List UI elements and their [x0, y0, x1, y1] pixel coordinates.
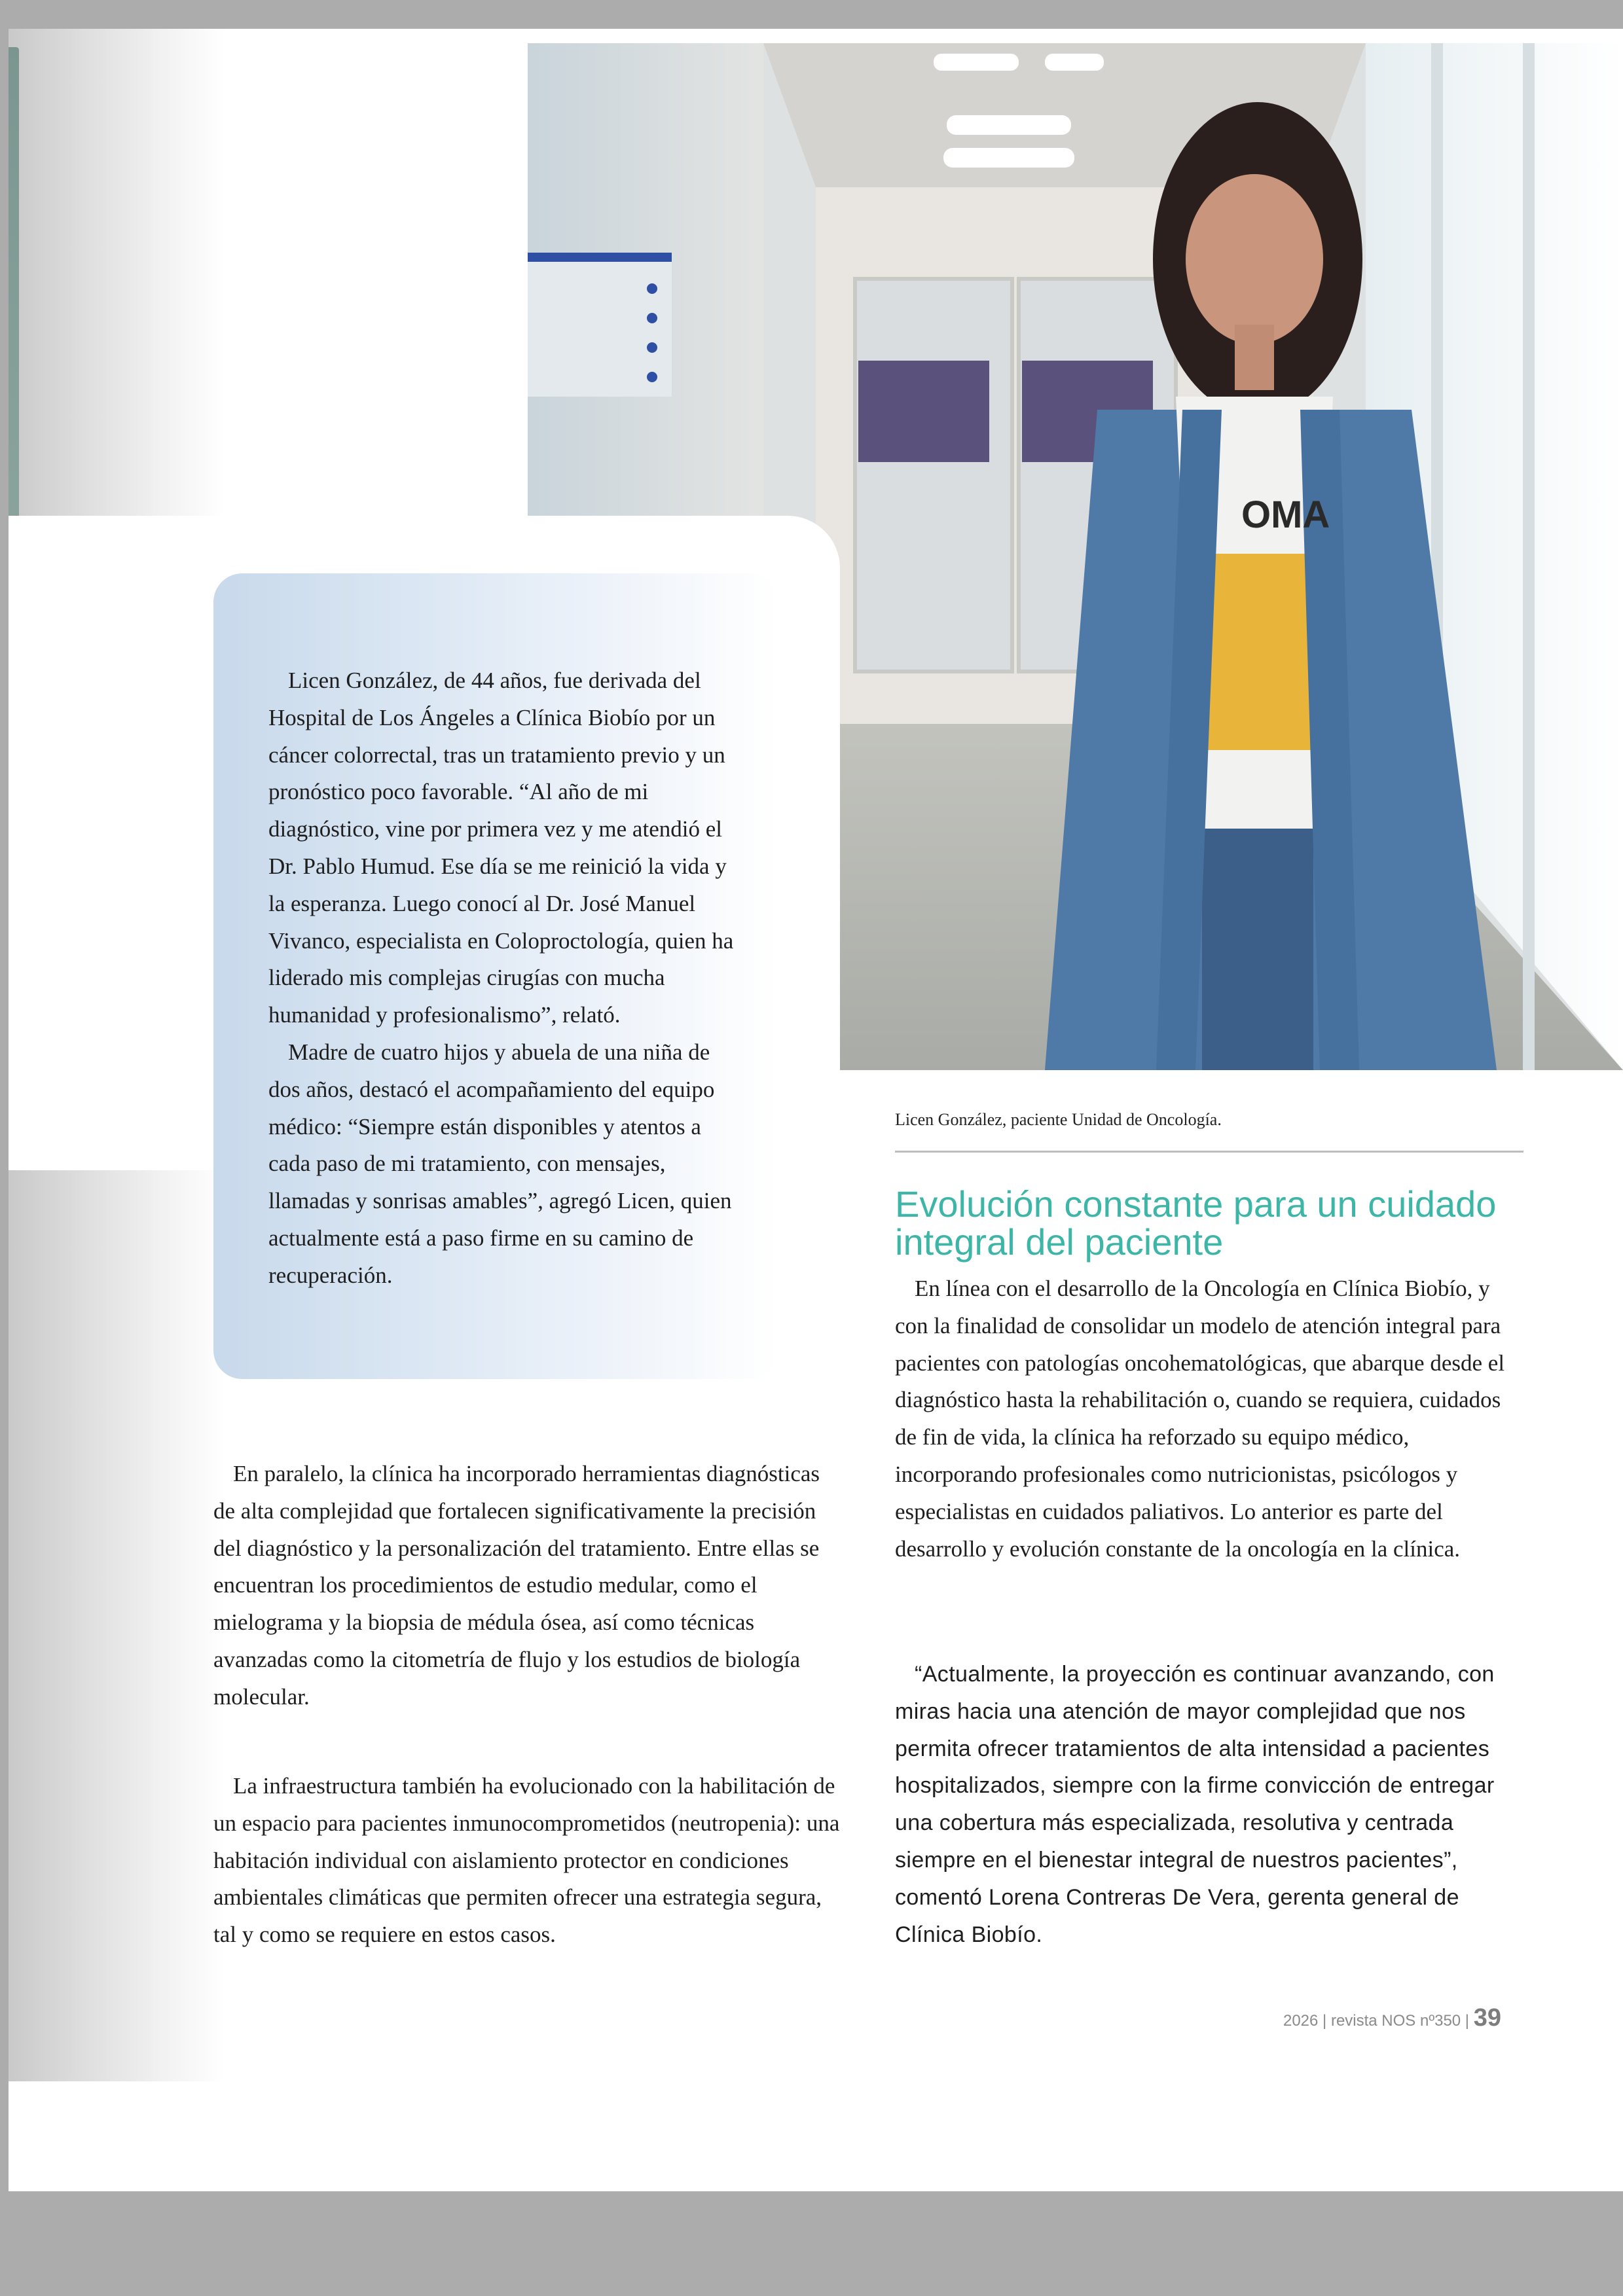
page-footer: [1252, 2004, 1501, 2032]
left-column-body-2: [213, 1768, 842, 1954]
magazine-page: [9, 29, 1623, 2191]
executive-quote-text: “Actualmente, la proyección es continuar avanzando, con miras hacia una atención de mayor complejidad que nos permita ofrecer tratamientos de alta intensidad a pacientes hospitalizados, siempre con la firme convicción de entregar una cobertura más especializada, resolutiva y centrada siempre en el bienestar integral de nuestros pacientes”, comentó Lorena Contreras De Vera, gerenta general de Clínica Biobío.: [895, 1662, 1495, 1947]
left-paragraph-2: La infraestructura también ha evolucionado con la habilitación de un espacio para pacientes inmunocomprometidos (neutropenia): una habitación individual con aislamiento protector en condiciones ambientales climáticas que permiten ofrecer una estrategia segura, tal y como se requiere en estos casos.: [213, 1773, 840, 1948]
right-paragraph-1: En línea con el desarrollo de la Oncología en Clínica Biobío, y con la finalidad de consolidar un modelo de atención integral para pacientes con patologías oncohematológicas, que abarque desde el diagnóstico hasta la rehabilitación o, cuando se requiera, cuidados de fin de vida, la clínica ha reforzado su equipo médico, incorporando profesionales como nutricionistas, psicólogos y especialistas en cuidados paliativos. Lo anterior es parte del desarrollo y evolución constante de la oncología en la clínica.: [895, 1276, 1505, 1562]
left-column-body-1: [213, 1456, 842, 1716]
page-number: 39: [1473, 2004, 1501, 2032]
right-column-body: [895, 1270, 1523, 1568]
publication-info: 2026 | revista NOS nº350 |: [1283, 2012, 1470, 2030]
shirt-print-text: OMA: [1241, 493, 1330, 536]
caption-divider: [895, 1151, 1523, 1153]
section-heading: Evolución constante para un cuidado integral del paciente: [895, 1183, 1497, 1263]
executive-quote: [895, 1656, 1523, 1953]
testimonial-paragraph-1: Licen González, de 44 años, fue derivada del Hospital de Los Ángeles a Clínica Biobío por un cáncer colorrectal, tras un tratamiento previo y un pronóstico poco favorable. “Al año de mi diagnóstico, vine por primera vez y me atendió el Dr. Pablo Humud. Ese día se me reinició la vida y la esperanza. Luego conocí al Dr. José Manuel Vivanco, especialista en Coloproctología, quien ha liderado mis complejas cirugías con mucha humanidad y profesionalismo”, relató.: [268, 668, 734, 1028]
testimonial-paragraph-2: Madre de cuatro hijos y abuela de una niña de dos años, destacó el acompañamiento del equipo médico: “Siempre están disponibles y atentos a cada paso de mi tratamiento, con mensajes, llamadas y sonrisas amables”, agregó Licen, quien actualmente está a paso firme en su camino de recuperación.: [268, 1039, 732, 1288]
testimonial-text: [268, 662, 740, 1295]
photo-caption: Licen González, paciente Unidad de Oncología.: [895, 1110, 1222, 1129]
left-paragraph-1: En paralelo, la clínica ha incorporado herramientas diagnósticas de alta complejidad que fortalecen significativamente la precisión del diagnóstico y la personalización del tratamiento. Entre ellas se encuentran los procedimientos de estudio medular, como el mielograma y la biopsia de médula ósea, así como técnicas avanzadas como la citometría de flujo y los estudios de biología molecular.: [213, 1461, 820, 1710]
